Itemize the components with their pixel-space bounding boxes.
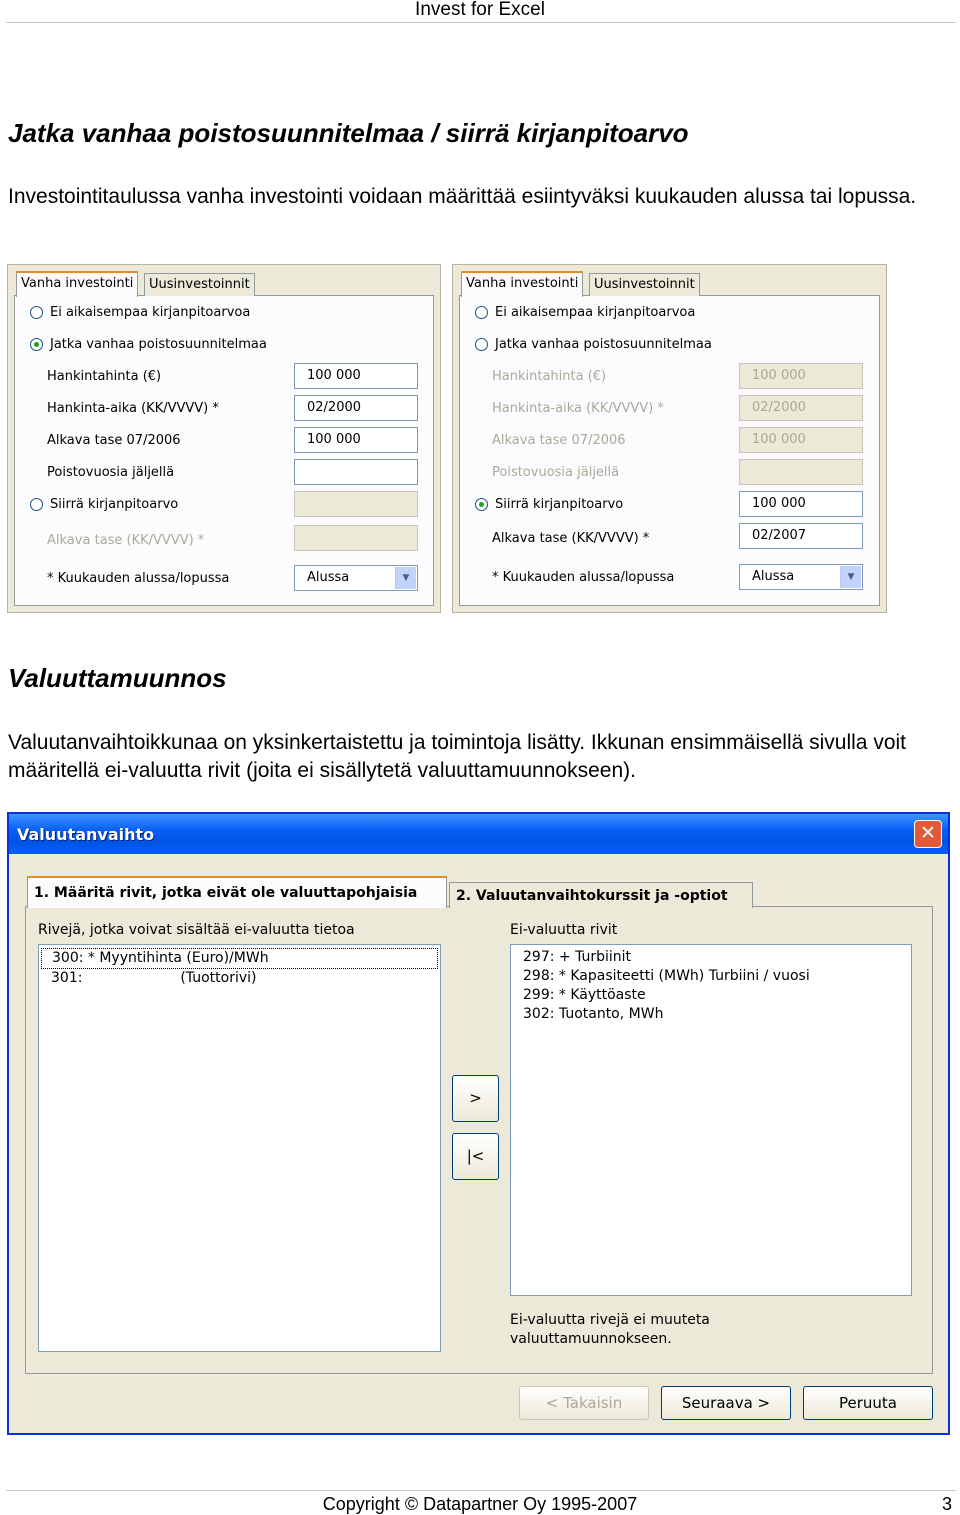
chevron-down-icon[interactable]: ▼ — [840, 566, 861, 588]
list-item[interactable]: 299: * Käyttöaste — [523, 987, 646, 1003]
page-header: Invest for Excel — [415, 0, 545, 20]
input-opening-balance[interactable]: 100 000 — [294, 427, 418, 453]
move-right-button[interactable]: > — [452, 1075, 499, 1122]
cancel-button[interactable]: Peruuta — [803, 1386, 933, 1420]
section-heading-depreciation: Jatka vanhaa poistosuunnitelmaa / siirrä kirjanpitoarvo — [8, 118, 689, 148]
radio-button[interactable] — [30, 306, 43, 319]
header-divider — [6, 22, 956, 23]
list-item[interactable]: 300: * Myyntihinta (Euro)/MWh — [41, 948, 438, 969]
radio-label: Siirrä kirjanpitoarvo — [50, 497, 179, 512]
tab-old-investment[interactable]: Vanha investointi — [461, 271, 583, 297]
tab-new-investments[interactable]: Uusinvestoinnit — [589, 273, 700, 296]
tab-exchange-rates[interactable]: 2. Valuutanvaihtokurssit ja -optiot — [449, 882, 753, 908]
input-start-balance[interactable] — [294, 525, 418, 551]
page-number: 3 — [941, 1494, 952, 1514]
select-value: Alussa — [307, 570, 350, 585]
radio-button[interactable] — [475, 306, 488, 319]
select-month-start-end[interactable] — [294, 565, 418, 591]
input-price[interactable]: 100 000 — [739, 363, 863, 389]
list-item[interactable]: 298: * Kapasiteetti (MWh) Turbiini / vuosi — [523, 968, 810, 984]
footer-copyright: Copyright © Datapartner Oy 1995-2007 — [322, 1494, 638, 1514]
input-remaining-years[interactable] — [294, 459, 418, 485]
label-acquisition-time: Hankinta-aika (KK/VVVV) * — [492, 401, 664, 416]
input-transfer-value[interactable] — [294, 491, 418, 517]
footer-divider — [6, 1490, 956, 1491]
radio-no-previous[interactable] — [30, 305, 250, 320]
input-start-balance[interactable]: 02/2007 — [739, 523, 863, 549]
section-paragraph-depreciation: Investointitaulussa vanha investointi voidaan määrittää esiintyväksi kuukauden alussa tai lopussa. — [8, 185, 917, 208]
label-start-balance: Alkava tase (KK/VVVV) * — [492, 531, 650, 546]
currency-dialog — [7, 812, 950, 1435]
dialog-title: Valuutanvaihto — [17, 825, 155, 844]
close-icon[interactable]: ✕ — [914, 820, 942, 848]
label-remaining-years: Poistovuosia jäljellä — [47, 465, 175, 480]
input-price[interactable]: 100 000 — [294, 363, 418, 389]
radio-continue-plan[interactable] — [475, 337, 712, 352]
non-currency-rows-list[interactable] — [510, 944, 912, 1296]
radio-transfer-book-value[interactable] — [475, 497, 623, 512]
radio-button[interactable] — [475, 338, 488, 351]
tab-new-investments[interactable]: Uusinvestoinnit — [144, 273, 255, 296]
radio-continue-plan[interactable] — [30, 337, 267, 352]
radio-button[interactable] — [475, 498, 488, 511]
radio-button[interactable] — [30, 338, 43, 351]
radio-label: Ei aikaisempaa kirjanpitoarvoa — [50, 305, 251, 320]
chevron-down-icon[interactable]: ▼ — [395, 567, 416, 589]
right-list-label: Ei-valuutta rivit — [510, 922, 618, 938]
label-opening-balance: Alkava tase 07/2006 — [492, 433, 626, 448]
label-acquisition-time: Hankinta-aika (KK/VVVV) * — [47, 401, 219, 416]
radio-no-previous[interactable] — [475, 305, 695, 320]
input-acquisition-time[interactable]: 02/2000 — [739, 395, 863, 421]
radio-label: Jatka vanhaa poistosuunnitelmaa — [495, 337, 712, 352]
select-value: Alussa — [752, 569, 795, 584]
label-remaining-years: Poistovuosia jäljellä — [492, 465, 620, 480]
label-start-balance: Alkava tase (KK/VVVV) * — [47, 533, 205, 548]
radio-label: Ei aikaisempaa kirjanpitoarvoa — [495, 305, 696, 320]
radio-button[interactable] — [30, 498, 43, 511]
back-button[interactable]: < Takaisin — [519, 1386, 649, 1420]
label-month-start-end: * Kuukauden alussa/lopussa — [47, 571, 230, 586]
next-button[interactable]: Seuraava > — [661, 1386, 791, 1420]
label-opening-balance: Alkava tase 07/2006 — [47, 433, 181, 448]
label-price: Hankintahinta (€) — [492, 369, 607, 384]
label-price: Hankintahinta (€) — [47, 369, 162, 384]
tab-old-investment[interactable]: Vanha investointi — [16, 271, 138, 297]
input-acquisition-time[interactable]: 02/2000 — [294, 395, 418, 421]
list-item[interactable]: 297: + Turbiinit — [523, 949, 632, 965]
list-item[interactable]: 302: Tuotanto, MWh — [523, 1006, 664, 1022]
left-list-label: Rivejä, jotka voivat sisältää ei-valuutta tietoa — [38, 922, 355, 938]
move-left-button[interactable]: |< — [452, 1133, 499, 1180]
radio-transfer-book-value[interactable] — [30, 497, 178, 512]
radio-label: Siirrä kirjanpitoarvo — [495, 497, 624, 512]
list-item[interactable]: 301: (Tuottorivi) — [51, 970, 257, 986]
section-heading-currency: Valuuttamuunnos — [8, 663, 227, 693]
old-investment-panel-1 — [7, 264, 441, 613]
radio-label: Jatka vanhaa poistosuunnitelmaa — [50, 337, 267, 352]
tab-define-rows[interactable]: 1. Määritä rivit, jotka eivät ole valuuttapohjaisia — [27, 876, 447, 908]
available-rows-list[interactable] — [38, 944, 441, 1352]
dialog-titlebar — [9, 814, 948, 854]
non-currency-note: Ei-valuutta rivejä ei muuteta valuuttamuunnokseen. — [510, 1312, 710, 1347]
section-paragraph-currency: Valuutanvaihtoikkunaa on yksinkertaistettu ja toimintoja lisätty. Ikkunan ensimmäisellä sivulla voit määritellä ei-valuutta rivit (joita ei sisällytetä valuuttamuunnokseen). — [8, 731, 906, 782]
select-month-start-end[interactable] — [739, 564, 863, 590]
input-transfer-value[interactable]: 100 000 — [739, 491, 863, 517]
input-opening-balance[interactable]: 100 000 — [739, 427, 863, 453]
input-remaining-years[interactable] — [739, 459, 863, 485]
label-month-start-end: * Kuukauden alussa/lopussa — [492, 570, 675, 585]
old-investment-panel-2 — [452, 264, 887, 613]
